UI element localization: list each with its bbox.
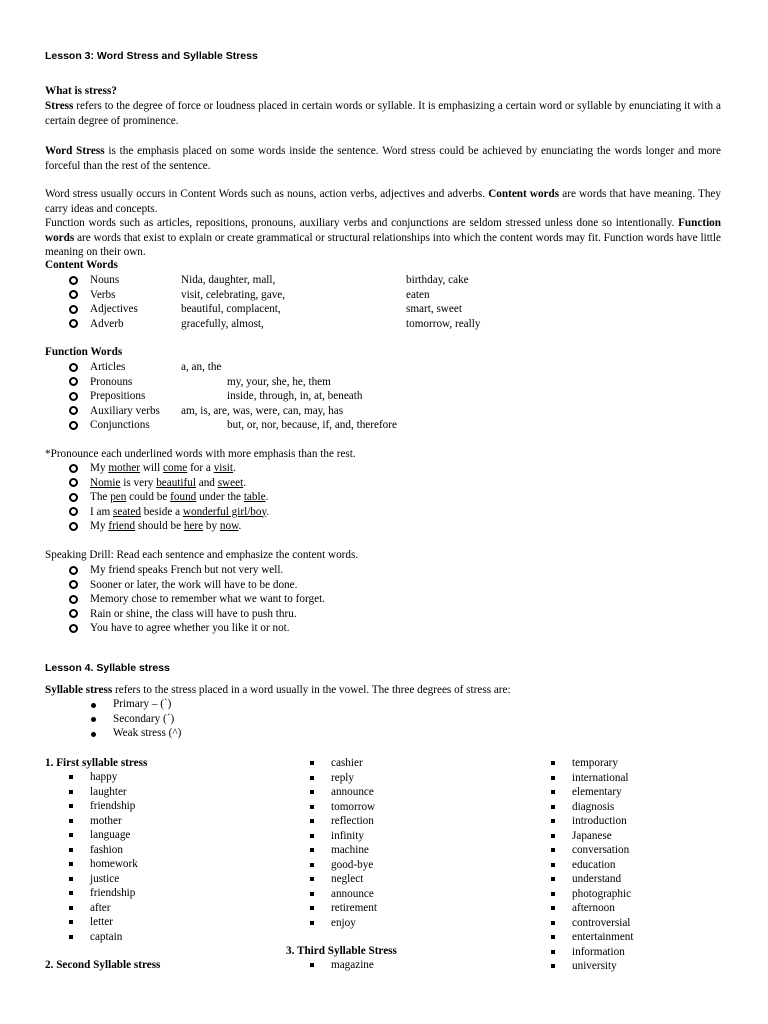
underlined-word: visit: [213, 462, 233, 474]
square-bullet-icon: [69, 920, 73, 924]
bullet-icon: [69, 624, 78, 633]
square-bullet-icon: [69, 804, 73, 808]
content-words-paragraph: Word stress usually occurs in Content Words such as nouns, action verbs, adjectives and adverbs. Content words are words that have meaning. They carry ideas and concepts.: [45, 188, 721, 215]
square-bullet-icon: [551, 906, 555, 910]
syllable-word: reply: [331, 771, 354, 784]
drill-sentence: My friend speaks French but not very well.: [90, 564, 284, 576]
square-bullet-icon: [69, 833, 73, 837]
stress-degree: Weak stress (^): [113, 727, 182, 739]
function-word-examples: am, is, are, was, were, can, may, has: [181, 404, 344, 417]
bullet-icon: [69, 363, 78, 372]
underlined-word: wonderful girl/boy: [182, 505, 267, 518]
sentence-text: .: [232, 462, 236, 474]
bullet-icon: [69, 319, 78, 328]
square-bullet-icon: [310, 892, 314, 896]
content-word-examples-2: smart, sweet: [406, 303, 462, 315]
syllable-stress-intro: Syllable stress refers to the stress placed in a word usually in the vowel. The three degrees of stress are:: [45, 684, 511, 696]
square-bullet-icon: [551, 877, 555, 881]
function-word-label: Auxiliary verbs: [90, 404, 160, 417]
sentence-text: for a: [187, 462, 214, 474]
function-word-examples: but, or, nor, because, if, and, therefore: [227, 419, 397, 431]
stress-definition: Stress refers to the degree of force or loudness placed in certain words or syllable. It is emphasizing a certain word or syllable by enunciating it with a certain degree of prominence.: [45, 100, 721, 127]
function-word-examples: a, an, the: [181, 361, 222, 373]
bullet-icon: [69, 290, 78, 299]
syllable-word: justice: [90, 872, 120, 885]
lesson4-title: Lesson 4. Syllable stress: [45, 662, 170, 674]
syllable-word: neglect: [331, 873, 364, 885]
function-word-label: Pronouns: [90, 375, 133, 388]
bullet-icon: [69, 609, 78, 618]
square-bullet-icon: [69, 906, 73, 910]
content-word-label: Verbs: [90, 288, 116, 301]
bullet-icon: [69, 305, 78, 314]
square-bullet-icon: [310, 805, 314, 809]
drill-sentence: Memory chose to remember what we want to forget.: [90, 593, 325, 605]
underlined-word: sweet: [217, 476, 244, 489]
syllable-word: afternoon: [572, 902, 615, 914]
syllable-word: university: [572, 960, 617, 972]
sentence-text: could be: [126, 491, 171, 503]
square-bullet-icon: [69, 848, 73, 852]
underlined-word: here: [183, 520, 204, 532]
square-bullet-icon: [551, 921, 555, 925]
sentence-text: .: [238, 520, 242, 532]
square-bullet-icon: [551, 848, 555, 852]
sentence-text: by: [203, 520, 220, 532]
bullet-icon: [69, 507, 78, 516]
bullet-icon: [69, 580, 78, 589]
function-word-label: Articles: [90, 361, 126, 373]
syllable-word: good-bye: [331, 858, 374, 871]
pronounce-instruction: *Pronounce each underlined words with more emphasis than the rest.: [45, 448, 356, 460]
syllable-word: international: [572, 771, 629, 784]
syllable-word: conversation: [572, 844, 630, 856]
syllable-word: introduction: [572, 815, 627, 827]
content-words-heading: Content Words: [45, 259, 118, 271]
square-bullet-icon: [310, 848, 314, 852]
pronounce-sentence: [90, 506, 269, 518]
underlined-word: seated: [113, 505, 141, 518]
bullet-icon: [69, 276, 78, 285]
sentence-text: .: [265, 491, 269, 503]
bullet-icon: [69, 421, 78, 430]
word-stress-definition: Word Stress is the emphasis placed on some words inside the sentence. Word stress could be achieved by enunciating the words longer and more forceful than the rest of the sentence.: [45, 145, 721, 172]
sentence-text: and: [195, 476, 218, 489]
sentence-text: under the: [196, 491, 244, 503]
syllable-word: mother: [90, 814, 122, 827]
square-bullet-icon: [551, 761, 555, 765]
syllable-word: retirement: [331, 902, 377, 914]
sentence-text: is very: [120, 476, 157, 489]
first-syllable-heading: 1. First syllable stress: [45, 757, 148, 769]
square-bullet-icon: [69, 877, 73, 881]
syllable-word: captain: [90, 930, 123, 943]
sentence-text: .: [243, 476, 246, 489]
square-bullet-icon: [310, 921, 314, 925]
pronounce-sentence: [90, 520, 241, 532]
content-word-examples-2: tomorrow, really: [406, 317, 481, 330]
syllable-word: tomorrow: [331, 800, 376, 813]
square-bullet-icon: [310, 761, 314, 765]
drill-sentence: Rain or shine, the class will have to push thru.: [90, 607, 297, 620]
sentence-text: My: [90, 520, 109, 532]
syllable-word: laughter: [90, 785, 127, 798]
underlined-word: Nomie: [90, 476, 121, 489]
function-words-paragraph: Function words such as articles, repositions, pronouns, auxiliary verbs and conjunctions are seldom stressed unless done so intentionally. Function words are words that exist to explain or create grammatical or structural relationships into which the content words may fit. Function words have little meaning on their own.: [45, 217, 721, 258]
square-bullet-icon: [310, 834, 314, 838]
stress-term: Stress: [45, 100, 74, 112]
square-bullet-icon: [310, 790, 314, 794]
square-bullet-icon: [551, 892, 555, 896]
syllable-word: education: [572, 858, 616, 871]
bullet-icon: [91, 732, 96, 737]
square-bullet-icon: [69, 819, 73, 823]
content-word-label: Adverb: [90, 317, 124, 330]
square-bullet-icon: [551, 964, 555, 968]
syllable-word: happy: [90, 771, 118, 783]
third-syllable-heading: 3. Third Syllable Stress: [286, 945, 397, 957]
content-word-examples-2: birthday, cake: [406, 274, 469, 286]
syllable-word: cashier: [331, 757, 363, 769]
syllable-word: photographic: [572, 887, 632, 900]
syllable-word: understand: [572, 873, 622, 885]
underlined-word: friend: [108, 520, 136, 532]
square-bullet-icon: [551, 805, 555, 809]
square-bullet-icon: [310, 819, 314, 823]
drill-sentence: You have to agree whether you like it or not.: [90, 622, 290, 634]
function-word-label: Prepositions: [90, 390, 146, 402]
bullet-icon: [69, 478, 78, 487]
pronounce-sentence: [90, 462, 236, 474]
sentence-text: beside a: [140, 505, 183, 518]
content-word-examples: beautiful, complacent,: [181, 303, 281, 315]
bullet-icon: [69, 392, 78, 401]
content-word-examples: Nida, daughter, mall,: [181, 274, 276, 286]
syllable-word: magazine: [331, 959, 374, 971]
content-word-examples-2: eaten: [406, 288, 430, 301]
square-bullet-icon: [551, 863, 555, 867]
sentence-text: My: [90, 462, 109, 474]
what-is-stress-heading: What is stress?: [45, 85, 117, 97]
pronounce-sentence: [90, 477, 246, 489]
square-bullet-icon: [69, 935, 73, 939]
sentence-text: I am: [90, 505, 113, 518]
square-bullet-icon: [551, 834, 555, 838]
bullet-icon: [91, 717, 96, 722]
syllable-word: Japanese: [572, 829, 612, 842]
syllable-word: temporary: [572, 757, 618, 769]
sentence-text: The: [90, 491, 111, 503]
drill-instruction: Speaking Drill: Read each sentence and emphasize the content words.: [45, 549, 359, 561]
square-bullet-icon: [310, 877, 314, 881]
stress-degree: Primary – (`): [113, 698, 172, 710]
square-bullet-icon: [69, 790, 73, 794]
syllable-word: announce: [331, 887, 374, 900]
pronounce-sentence: [90, 491, 268, 503]
square-bullet-icon: [551, 776, 555, 780]
function-word-examples: inside, through, in, at, beneath: [227, 390, 363, 402]
underlined-word: mother: [108, 462, 141, 474]
content-word-examples: gracefully, almost,: [181, 317, 264, 330]
syllable-word: reflection: [331, 815, 374, 827]
syllable-word: information: [572, 945, 625, 958]
underlined-word: table: [243, 491, 266, 503]
content-word-label: Adjectives: [90, 303, 138, 315]
syllable-word: infinity: [331, 829, 364, 842]
square-bullet-icon: [551, 950, 555, 954]
sentence-text: will: [140, 462, 164, 474]
square-bullet-icon: [69, 862, 73, 866]
function-words-heading: Function Words: [45, 346, 123, 358]
stress-degree: Secondary (´): [113, 712, 175, 725]
syllable-word: announce: [331, 786, 374, 798]
bullet-icon: [69, 522, 78, 531]
syllable-word: homework: [90, 858, 138, 870]
content-word-label: Nouns: [90, 274, 120, 286]
syllable-word: enjoy: [331, 916, 356, 929]
function-word-examples: my, your, she, he, them: [227, 375, 331, 388]
bullet-icon: [69, 377, 78, 386]
bullet-icon: [69, 464, 78, 473]
word-stress-term: Word Stress: [45, 145, 105, 157]
syllable-word: letter: [90, 916, 113, 928]
underlined-word: found: [170, 491, 197, 503]
sentence-text: should be: [135, 520, 184, 532]
syllable-word: diagnosis: [572, 800, 615, 813]
square-bullet-icon: [310, 963, 314, 967]
square-bullet-icon: [69, 891, 73, 895]
square-bullet-icon: [310, 906, 314, 910]
bullet-icon: [69, 406, 78, 415]
underlined-word: pen: [110, 491, 127, 503]
syllable-word: controversial: [572, 916, 631, 929]
lesson3-title: Lesson 3: Word Stress and Syllable Stress: [45, 50, 258, 62]
underlined-word: beautiful: [156, 476, 196, 489]
function-word-label: Conjunctions: [90, 419, 150, 431]
square-bullet-icon: [551, 790, 555, 794]
syllable-word: friendship: [90, 887, 136, 899]
syllable-word: friendship: [90, 800, 136, 812]
syllable-word: machine: [331, 844, 369, 856]
syllable-word: language: [90, 829, 131, 841]
bullet-icon: [91, 703, 96, 708]
square-bullet-icon: [551, 935, 555, 939]
content-word-examples: visit, celebrating, gave,: [181, 288, 286, 301]
drill-sentence: Sooner or later, the work will have to be done.: [90, 578, 298, 591]
syllable-word: entertainment: [572, 931, 634, 943]
syllable-word: elementary: [572, 786, 622, 798]
sentence-text: .: [266, 505, 270, 518]
underlined-word: now: [219, 520, 239, 532]
square-bullet-icon: [69, 775, 73, 779]
bullet-icon: [69, 595, 78, 604]
syllable-word: fashion: [90, 843, 123, 856]
square-bullet-icon: [551, 819, 555, 823]
bullet-icon: [69, 566, 78, 575]
square-bullet-icon: [310, 776, 314, 780]
bullet-icon: [69, 493, 78, 502]
second-syllable-heading: 2. Second Syllable stress: [45, 959, 161, 971]
underlined-word: come: [163, 462, 188, 474]
syllable-word: after: [90, 901, 111, 914]
square-bullet-icon: [310, 863, 314, 867]
